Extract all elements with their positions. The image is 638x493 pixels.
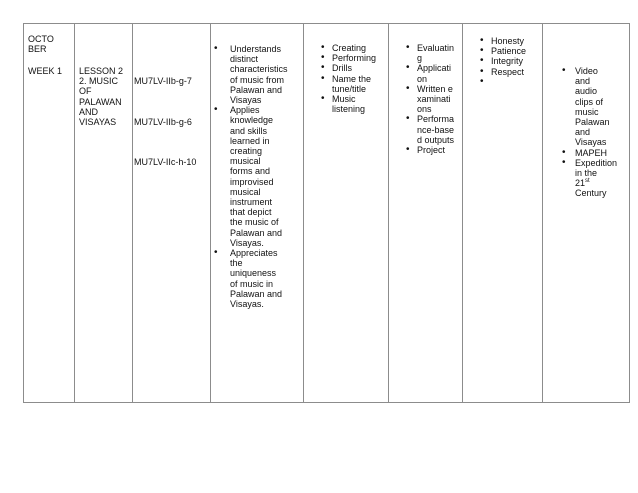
values-cell bbox=[463, 24, 543, 403]
lesson-title bbox=[79, 76, 128, 127]
resource-item: • Video and audio clips of music Palawan and Visayas bbox=[559, 66, 613, 148]
activity-item: • Performing bbox=[318, 53, 384, 63]
lesson-cell bbox=[75, 24, 133, 403]
assessment-item: • Project bbox=[403, 145, 458, 155]
lesson-plan-table bbox=[23, 23, 630, 403]
resource-expedition-sup: st bbox=[585, 178, 590, 185]
lesson-number: LESSON 2 bbox=[79, 66, 124, 76]
activities-cell bbox=[304, 24, 389, 403]
resource-item: • MAPEH bbox=[559, 148, 613, 158]
value-item: • Honesty bbox=[477, 36, 538, 46]
value-item: • Integrity bbox=[477, 56, 538, 66]
month-label: OCTOBER bbox=[28, 34, 54, 55]
objective-item: • Understands distinct characteristics of music from Palawan and Visayas bbox=[211, 44, 285, 105]
objective-item: • Applies knowledge and skills learned in creating musical forms and improvised musical instrument that depict the music of Palawan and Visayas. bbox=[211, 105, 285, 248]
week-label: WEEK 1 bbox=[28, 66, 63, 77]
lesson-title-line: VISAYAS bbox=[79, 117, 117, 128]
activity-item: • Music listening bbox=[318, 94, 374, 114]
assessment-item: • Evaluating bbox=[403, 43, 455, 63]
activity-item: • Drills bbox=[318, 63, 384, 73]
lesson-title-line: AND bbox=[79, 106, 99, 117]
competency-code: MU7LV-IIb-g-6 bbox=[134, 117, 192, 128]
resource-item bbox=[559, 157, 618, 199]
activity-item: • Creating bbox=[318, 43, 384, 53]
codes-cell bbox=[133, 24, 211, 403]
lesson-title-line: PALAWAN bbox=[79, 96, 122, 107]
resource-expedition-text: Expedition in the 21 bbox=[575, 157, 618, 189]
assessment-item: • Application bbox=[403, 63, 455, 83]
lesson-title-line: 2. MUSIC bbox=[79, 76, 119, 87]
schedule-cell bbox=[24, 24, 75, 403]
assessment-cell bbox=[389, 24, 463, 403]
value-item: • Patience bbox=[477, 46, 538, 56]
competency-code: MU7LV-IIb-g-7 bbox=[134, 76, 192, 86]
competency-code: MU7LV-IIc-h-10 bbox=[134, 157, 197, 168]
assessment-item: • Written examinations bbox=[403, 84, 455, 115]
objective-item: • Appreciates the uniqueness of music in Palawan and Visayas. bbox=[211, 248, 285, 309]
value-item: • Respect bbox=[477, 67, 538, 77]
assessment-item: • Performance-based outputs bbox=[403, 114, 455, 145]
objectives-cell bbox=[211, 24, 304, 403]
value-item bbox=[477, 77, 538, 87]
activity-item: • Name the tune/title bbox=[318, 74, 374, 94]
table-row bbox=[24, 24, 630, 403]
resources-cell bbox=[543, 24, 630, 403]
resource-expedition-suffix: Century bbox=[575, 188, 607, 199]
lesson-title-line: OF bbox=[79, 86, 92, 97]
